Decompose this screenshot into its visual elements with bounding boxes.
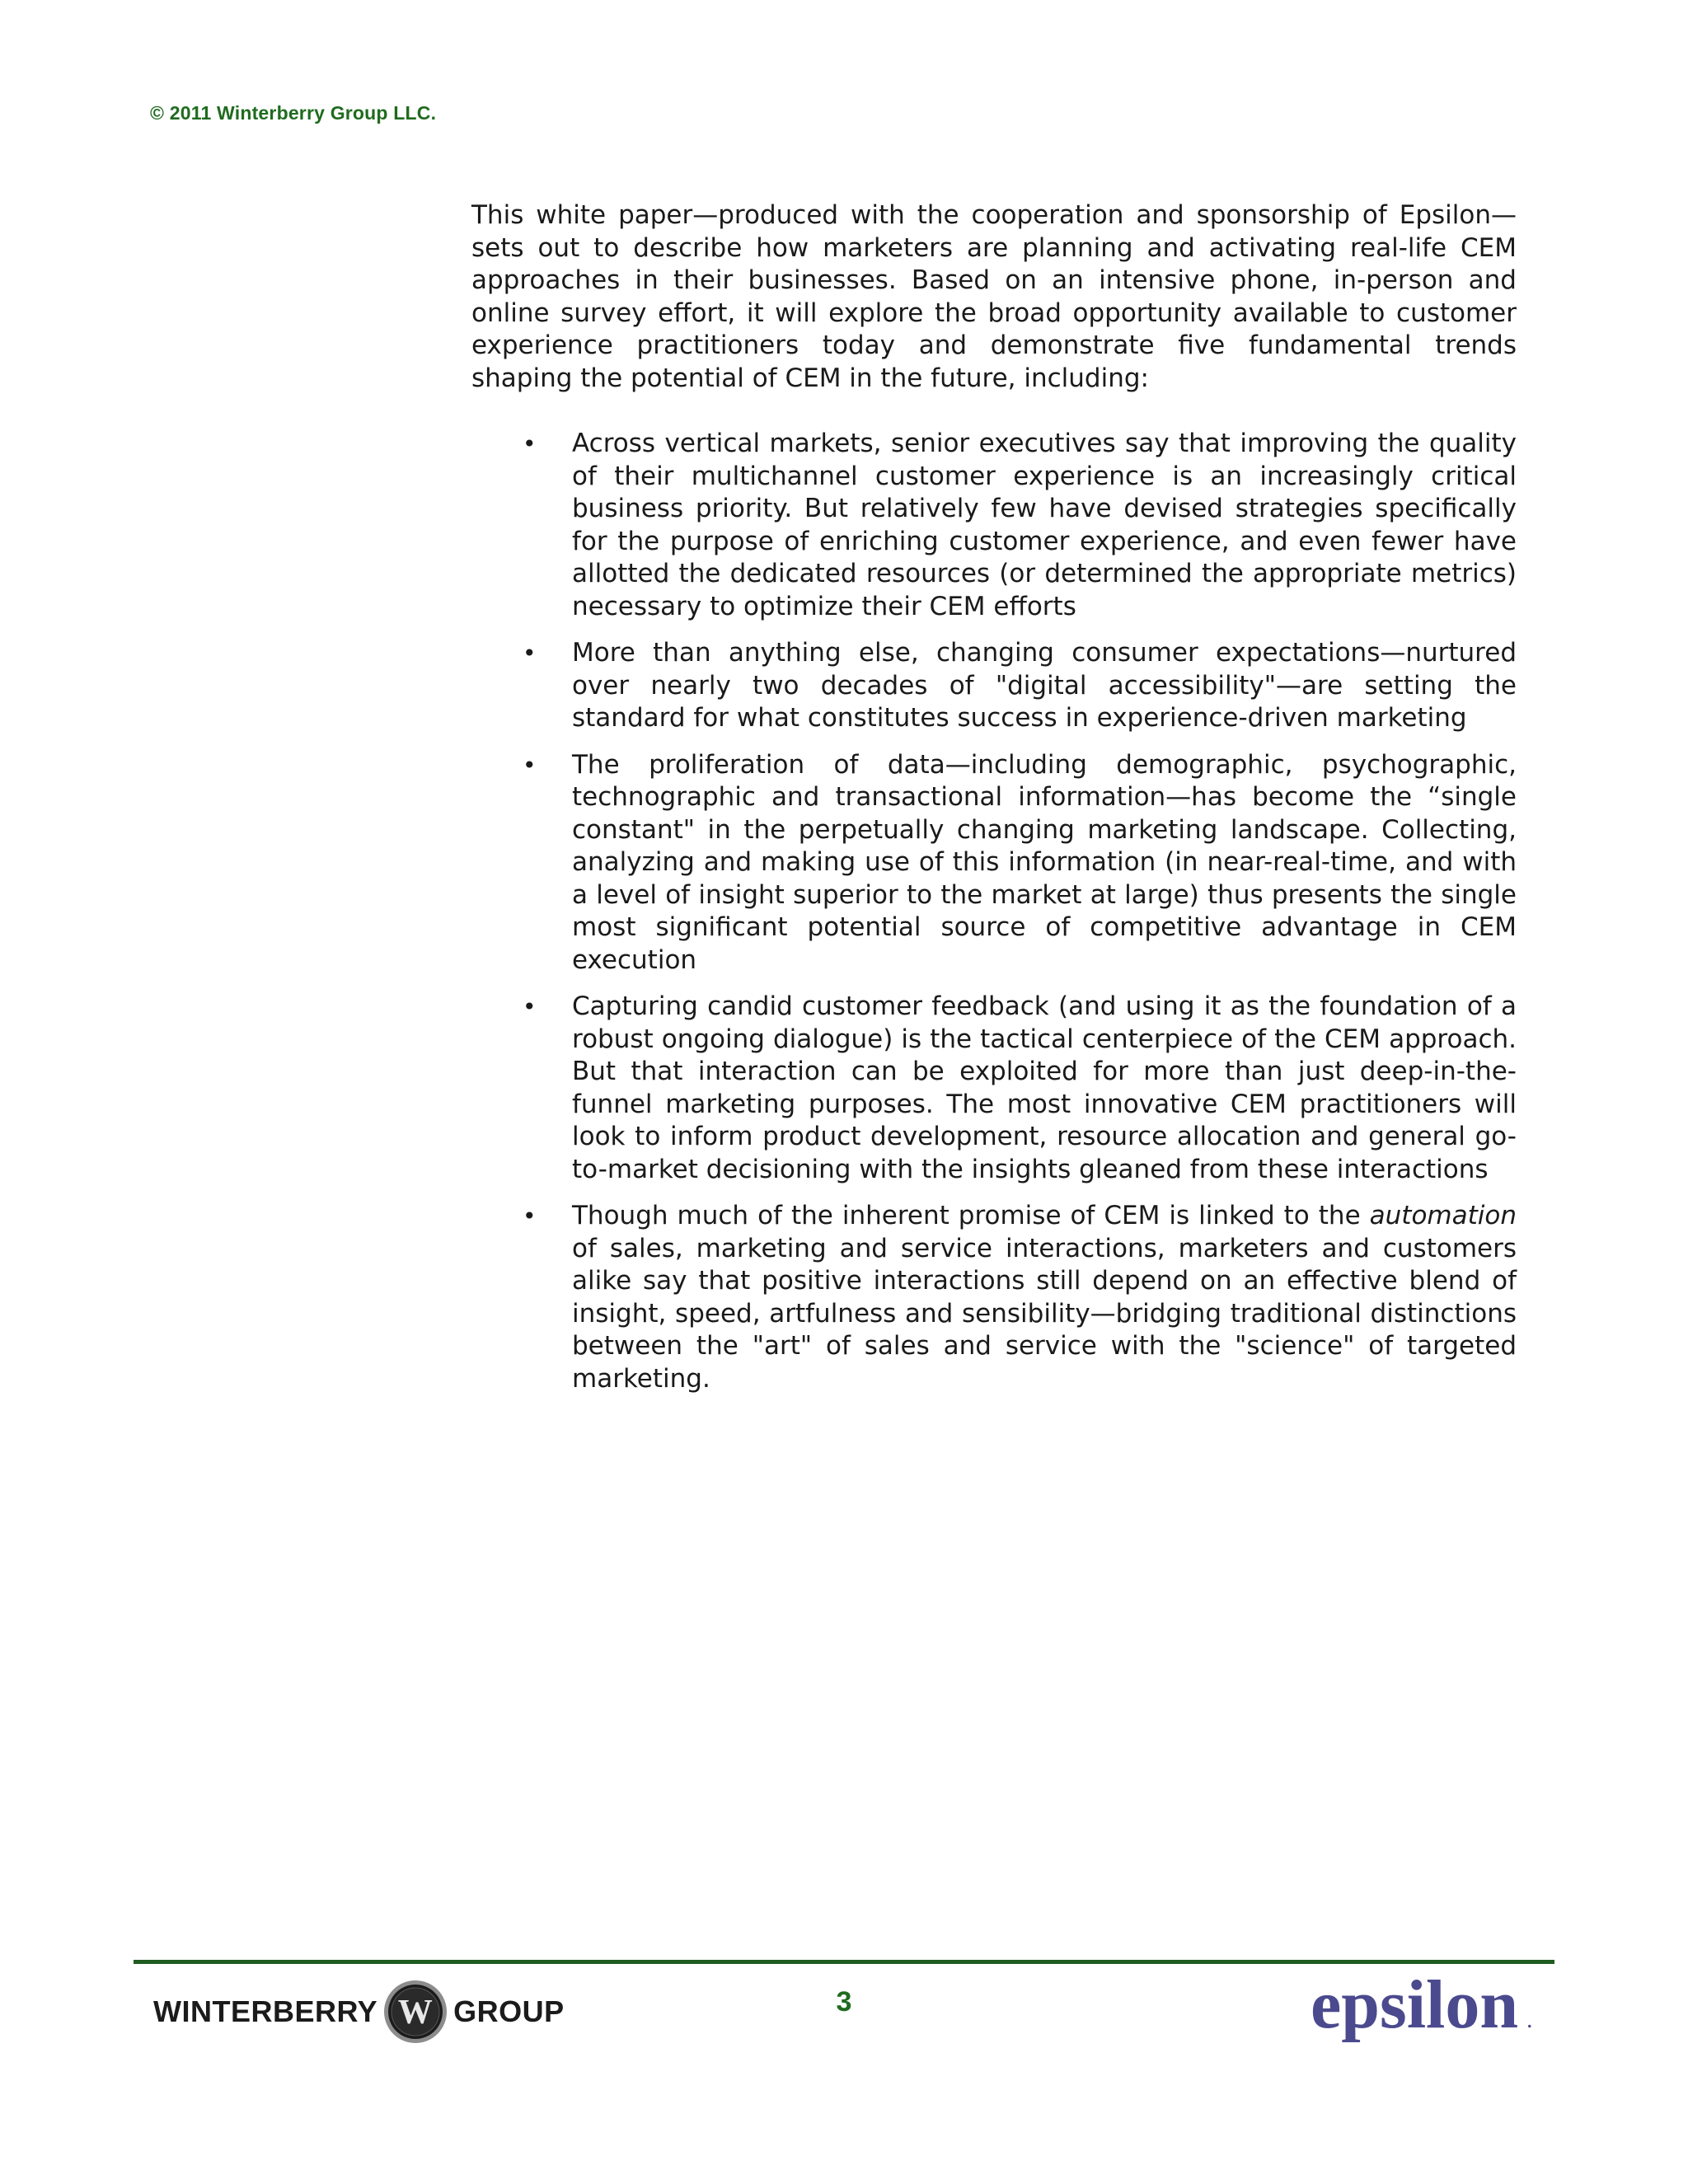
bullet-icon: •: [523, 640, 537, 667]
list-item: [471, 637, 1517, 735]
bullet-icon: •: [523, 993, 537, 1020]
list-item: [471, 1200, 1517, 1395]
svg-text:epsilon: epsilon: [1311, 1966, 1519, 2043]
list-item: [471, 991, 1517, 1186]
emphasis-text: automation: [1369, 1201, 1517, 1230]
logo-word: WINTERBERRY: [153, 1994, 378, 2028]
svg-text:.: .: [1526, 2006, 1533, 2033]
bullet-icon: •: [523, 1202, 537, 1230]
page-number: 3: [836, 1986, 852, 2018]
copyright-notice: © 2011 Winterberry Group LLC.: [150, 102, 437, 124]
list-item-text: Capturing candid customer feedback (and using it as the foundation of a robust ongoing dialogue) is the tactical centerpiece of the CEM approach. But that interaction can be exploited for more than just deep-in-the-funnel marketing purposes. The most innovative CEM practitioners will look to inform product development, resource allocation and general go-to-market decisioning with the insights gleaned from these interactions: [572, 991, 1517, 1184]
list-item-text: More than anything else, changing consumer expectations—nurtured over nearly two decades of "digital accessibility"—are setting the standard for what constitutes success in experience-driven marketing: [572, 638, 1517, 733]
bullet-icon: •: [523, 751, 537, 779]
list-item-text: Across vertical markets, senior executives say that improving the quality of their multichannel customer experience is an increasingly critical business priority. But relatively few have devised strategies specifically for the purpose of enriching customer experience, and even fewer have allotted the dedicated resources (or determined the appropriate metrics) necessary to optimize their CEM efforts: [572, 429, 1517, 621]
bullet-icon: •: [523, 430, 537, 457]
main-content: [471, 199, 1517, 1409]
list-item: [471, 428, 1517, 623]
winterberry-seal-icon: [382, 1979, 448, 2045]
trend-list: [471, 428, 1517, 1395]
text-segment: of sales, marketing and service interactions, marketers and customers alike say that positive interactions still depend on an effective blend of insight, speed, artfulness and sensibility—bridging traditional distinctions between the "art" of sales and service with the "science" of targeted marketing.: [572, 1233, 1517, 1394]
intro-paragraph: This white paper—produced with the cooperation and sponsorship of Epsilon—sets out to describe how marketers are planning and activating real-life CEM approaches in their businesses. Based on an intensive phone, in-person and online survey effort, it will explore the broad opportunity available to customer experience practitioners today and demonstrate five fundamental trends shaping the potential of CEM in the future, including:: [471, 200, 1517, 393]
winterberry-group-logo: [153, 1976, 565, 2047]
text-segment: Though much of the inherent promise of CEM is linked to the: [572, 1201, 1370, 1230]
logo-word: GROUP: [453, 1994, 565, 2028]
svg-text:W: W: [397, 1994, 434, 2032]
list-item: [471, 749, 1517, 977]
epsilon-logo: [1311, 1961, 1541, 2052]
list-item-text: [572, 1201, 1517, 1394]
list-item-text: The proliferation of data—including demographic, psychographic, technographic and transactional information—has become the “single constant" in the perpetually changing marketing landscape. Collecting, analyzing and making use of this information (in near-real-time, and with a level of insight superior to the market at large) thus presents the single most significant potential source of competitive advantage in CEM execution: [572, 749, 1517, 975]
